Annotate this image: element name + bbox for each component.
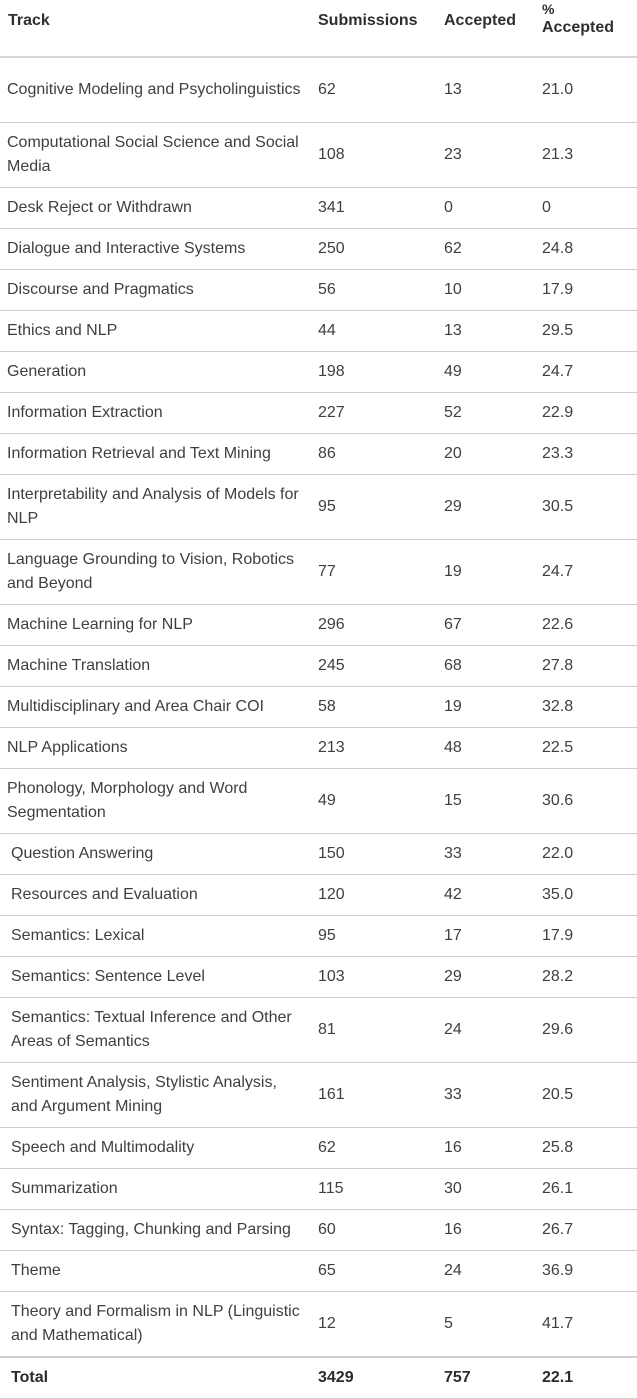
accepted-count: 16 bbox=[442, 1128, 538, 1169]
accepted-count: 5 bbox=[442, 1292, 538, 1358]
percent-accepted: 29.5 bbox=[538, 311, 637, 352]
track-name: Generation bbox=[0, 352, 316, 393]
table-body bbox=[0, 57, 637, 1357]
percent-accepted: 22.5 bbox=[538, 728, 637, 769]
percent-accepted: 17.9 bbox=[538, 916, 637, 957]
submissions-count: 86 bbox=[316, 434, 442, 475]
table-row bbox=[0, 1063, 637, 1128]
submissions-count: 81 bbox=[316, 998, 442, 1063]
accepted-count: 33 bbox=[442, 834, 538, 875]
accepted-count: 0 bbox=[442, 188, 538, 229]
track-name: Desk Reject or Withdrawn bbox=[0, 188, 316, 229]
accepted-count: 10 bbox=[442, 270, 538, 311]
track-name: Question Answering bbox=[0, 834, 316, 875]
submissions-count: 95 bbox=[316, 475, 442, 540]
accepted-count: 49 bbox=[442, 352, 538, 393]
table-row bbox=[0, 229, 637, 270]
track-name: Interpretability and Analysis of Models for NLP bbox=[0, 475, 316, 540]
table-row bbox=[0, 1128, 637, 1169]
track-name: Dialogue and Interactive Systems bbox=[0, 229, 316, 270]
total-label: Total bbox=[0, 1357, 316, 1399]
percent-accepted: 28.2 bbox=[538, 957, 637, 998]
accepted-count: 24 bbox=[442, 1251, 538, 1292]
percent-accepted: 22.0 bbox=[538, 834, 637, 875]
accepted-count: 52 bbox=[442, 393, 538, 434]
percent-accepted: 26.1 bbox=[538, 1169, 637, 1210]
percent-accepted: 21.0 bbox=[538, 57, 637, 123]
submissions-count: 44 bbox=[316, 311, 442, 352]
percent-accepted: 23.3 bbox=[538, 434, 637, 475]
percent-accepted: 30.6 bbox=[538, 769, 637, 834]
accepted-count: 13 bbox=[442, 57, 538, 123]
table-row bbox=[0, 646, 637, 687]
table-row bbox=[0, 434, 637, 475]
table-row bbox=[0, 1292, 637, 1358]
submissions-count: 12 bbox=[316, 1292, 442, 1358]
submissions-count: 60 bbox=[316, 1210, 442, 1251]
track-name: Semantics: Sentence Level bbox=[0, 957, 316, 998]
table-row bbox=[0, 605, 637, 646]
submissions-count: 227 bbox=[316, 393, 442, 434]
percent-accepted: 17.9 bbox=[538, 270, 637, 311]
percent-accepted: 29.6 bbox=[538, 998, 637, 1063]
table-row bbox=[0, 1169, 637, 1210]
track-name: Ethics and NLP bbox=[0, 311, 316, 352]
table-row bbox=[0, 957, 637, 998]
submissions-count: 56 bbox=[316, 270, 442, 311]
track-name: Discourse and Pragmatics bbox=[0, 270, 316, 311]
percent-accepted: 36.9 bbox=[538, 1251, 637, 1292]
submissions-count: 58 bbox=[316, 687, 442, 728]
percent-accepted: 22.6 bbox=[538, 605, 637, 646]
percent-accepted: 24.8 bbox=[538, 229, 637, 270]
accepted-count: 23 bbox=[442, 123, 538, 188]
accepted-count: 16 bbox=[442, 1210, 538, 1251]
track-name: Semantics: Textual Inference and Other Areas of Semantics bbox=[0, 998, 316, 1063]
submissions-count: 62 bbox=[316, 1128, 442, 1169]
table-row bbox=[0, 1210, 637, 1251]
total-submissions: 3429 bbox=[316, 1357, 442, 1399]
submissions-count: 77 bbox=[316, 540, 442, 605]
submissions-count: 115 bbox=[316, 1169, 442, 1210]
total-row bbox=[0, 1357, 637, 1399]
table-row bbox=[0, 270, 637, 311]
submissions-count: 245 bbox=[316, 646, 442, 687]
percent-accepted: 27.8 bbox=[538, 646, 637, 687]
table-row bbox=[0, 834, 637, 875]
table-row bbox=[0, 57, 637, 123]
accepted-count: 67 bbox=[442, 605, 538, 646]
table-row bbox=[0, 352, 637, 393]
submissions-count: 49 bbox=[316, 769, 442, 834]
header-percent-label: Accepted bbox=[542, 19, 615, 36]
track-name: Cognitive Modeling and Psycholinguistics bbox=[0, 57, 316, 123]
track-name: Multidisciplinary and Area Chair COI bbox=[0, 687, 316, 728]
submissions-count: 213 bbox=[316, 728, 442, 769]
submissions-count: 103 bbox=[316, 957, 442, 998]
table-row bbox=[0, 393, 637, 434]
submissions-count: 62 bbox=[316, 57, 442, 123]
accepted-count: 19 bbox=[442, 687, 538, 728]
track-name: Machine Learning for NLP bbox=[0, 605, 316, 646]
track-name: Information Retrieval and Text Mining bbox=[0, 434, 316, 475]
accepted-count: 48 bbox=[442, 728, 538, 769]
percent-accepted: 20.5 bbox=[538, 1063, 637, 1128]
table-row bbox=[0, 687, 637, 728]
submissions-count: 198 bbox=[316, 352, 442, 393]
table-row bbox=[0, 1251, 637, 1292]
track-name: Summarization bbox=[0, 1169, 316, 1210]
accepted-count: 68 bbox=[442, 646, 538, 687]
table-header bbox=[0, 0, 637, 57]
track-name: Information Extraction bbox=[0, 393, 316, 434]
accepted-count: 29 bbox=[442, 475, 538, 540]
accepted-count: 42 bbox=[442, 875, 538, 916]
percent-accepted: 22.9 bbox=[538, 393, 637, 434]
percent-accepted: 30.5 bbox=[538, 475, 637, 540]
accepted-count: 29 bbox=[442, 957, 538, 998]
submissions-count: 108 bbox=[316, 123, 442, 188]
header-accepted: Accepted bbox=[442, 0, 538, 57]
track-name: Language Grounding to Vision, Robotics and Beyond bbox=[0, 540, 316, 605]
accepted-count: 24 bbox=[442, 998, 538, 1063]
table-footer bbox=[0, 1357, 637, 1399]
total-accepted: 757 bbox=[442, 1357, 538, 1399]
submissions-count: 161 bbox=[316, 1063, 442, 1128]
percent-accepted: 32.8 bbox=[538, 687, 637, 728]
track-name: Semantics: Lexical bbox=[0, 916, 316, 957]
track-name: NLP Applications bbox=[0, 728, 316, 769]
header-row bbox=[0, 0, 637, 57]
header-percent-sign: % bbox=[542, 1, 555, 17]
accepted-count: 30 bbox=[442, 1169, 538, 1210]
total-percent: 22.1 bbox=[538, 1357, 637, 1399]
table-row bbox=[0, 769, 637, 834]
table-row bbox=[0, 728, 637, 769]
table-row bbox=[0, 875, 637, 916]
accepted-count: 17 bbox=[442, 916, 538, 957]
track-name: Machine Translation bbox=[0, 646, 316, 687]
table-row bbox=[0, 123, 637, 188]
submissions-count: 95 bbox=[316, 916, 442, 957]
percent-accepted: 24.7 bbox=[538, 352, 637, 393]
track-name: Resources and Evaluation bbox=[0, 875, 316, 916]
percent-accepted: 21.3 bbox=[538, 123, 637, 188]
header-track: Track bbox=[0, 0, 316, 57]
table-row bbox=[0, 998, 637, 1063]
percent-accepted: 26.7 bbox=[538, 1210, 637, 1251]
percent-accepted: 41.7 bbox=[538, 1292, 637, 1358]
accepted-count: 20 bbox=[442, 434, 538, 475]
percent-accepted: 0 bbox=[538, 188, 637, 229]
track-name: Phonology, Morphology and Word Segmentation bbox=[0, 769, 316, 834]
percent-accepted: 35.0 bbox=[538, 875, 637, 916]
table-row bbox=[0, 540, 637, 605]
track-name: Sentiment Analysis, Stylistic Analysis, and Argument Mining bbox=[0, 1063, 316, 1128]
submissions-count: 150 bbox=[316, 834, 442, 875]
track-name: Theory and Formalism in NLP (Linguistic and Mathematical) bbox=[0, 1292, 316, 1358]
accepted-count: 15 bbox=[442, 769, 538, 834]
submissions-count: 250 bbox=[316, 229, 442, 270]
table-row bbox=[0, 188, 637, 229]
track-name: Speech and Multimodality bbox=[0, 1128, 316, 1169]
submissions-count: 65 bbox=[316, 1251, 442, 1292]
accepted-count: 33 bbox=[442, 1063, 538, 1128]
table-row bbox=[0, 311, 637, 352]
submissions-count: 120 bbox=[316, 875, 442, 916]
percent-accepted: 24.7 bbox=[538, 540, 637, 605]
track-name: Computational Social Science and Social Media bbox=[0, 123, 316, 188]
submissions-count: 296 bbox=[316, 605, 442, 646]
table-row bbox=[0, 916, 637, 957]
submissions-count: 341 bbox=[316, 188, 442, 229]
track-name: Theme bbox=[0, 1251, 316, 1292]
percent-accepted: 25.8 bbox=[538, 1128, 637, 1169]
accepted-count: 19 bbox=[442, 540, 538, 605]
table-row bbox=[0, 475, 637, 540]
header-percent-accepted bbox=[538, 0, 637, 57]
track-name: Syntax: Tagging, Chunking and Parsing bbox=[0, 1210, 316, 1251]
accepted-count: 62 bbox=[442, 229, 538, 270]
header-submissions: Submissions bbox=[316, 0, 442, 57]
accepted-count: 13 bbox=[442, 311, 538, 352]
